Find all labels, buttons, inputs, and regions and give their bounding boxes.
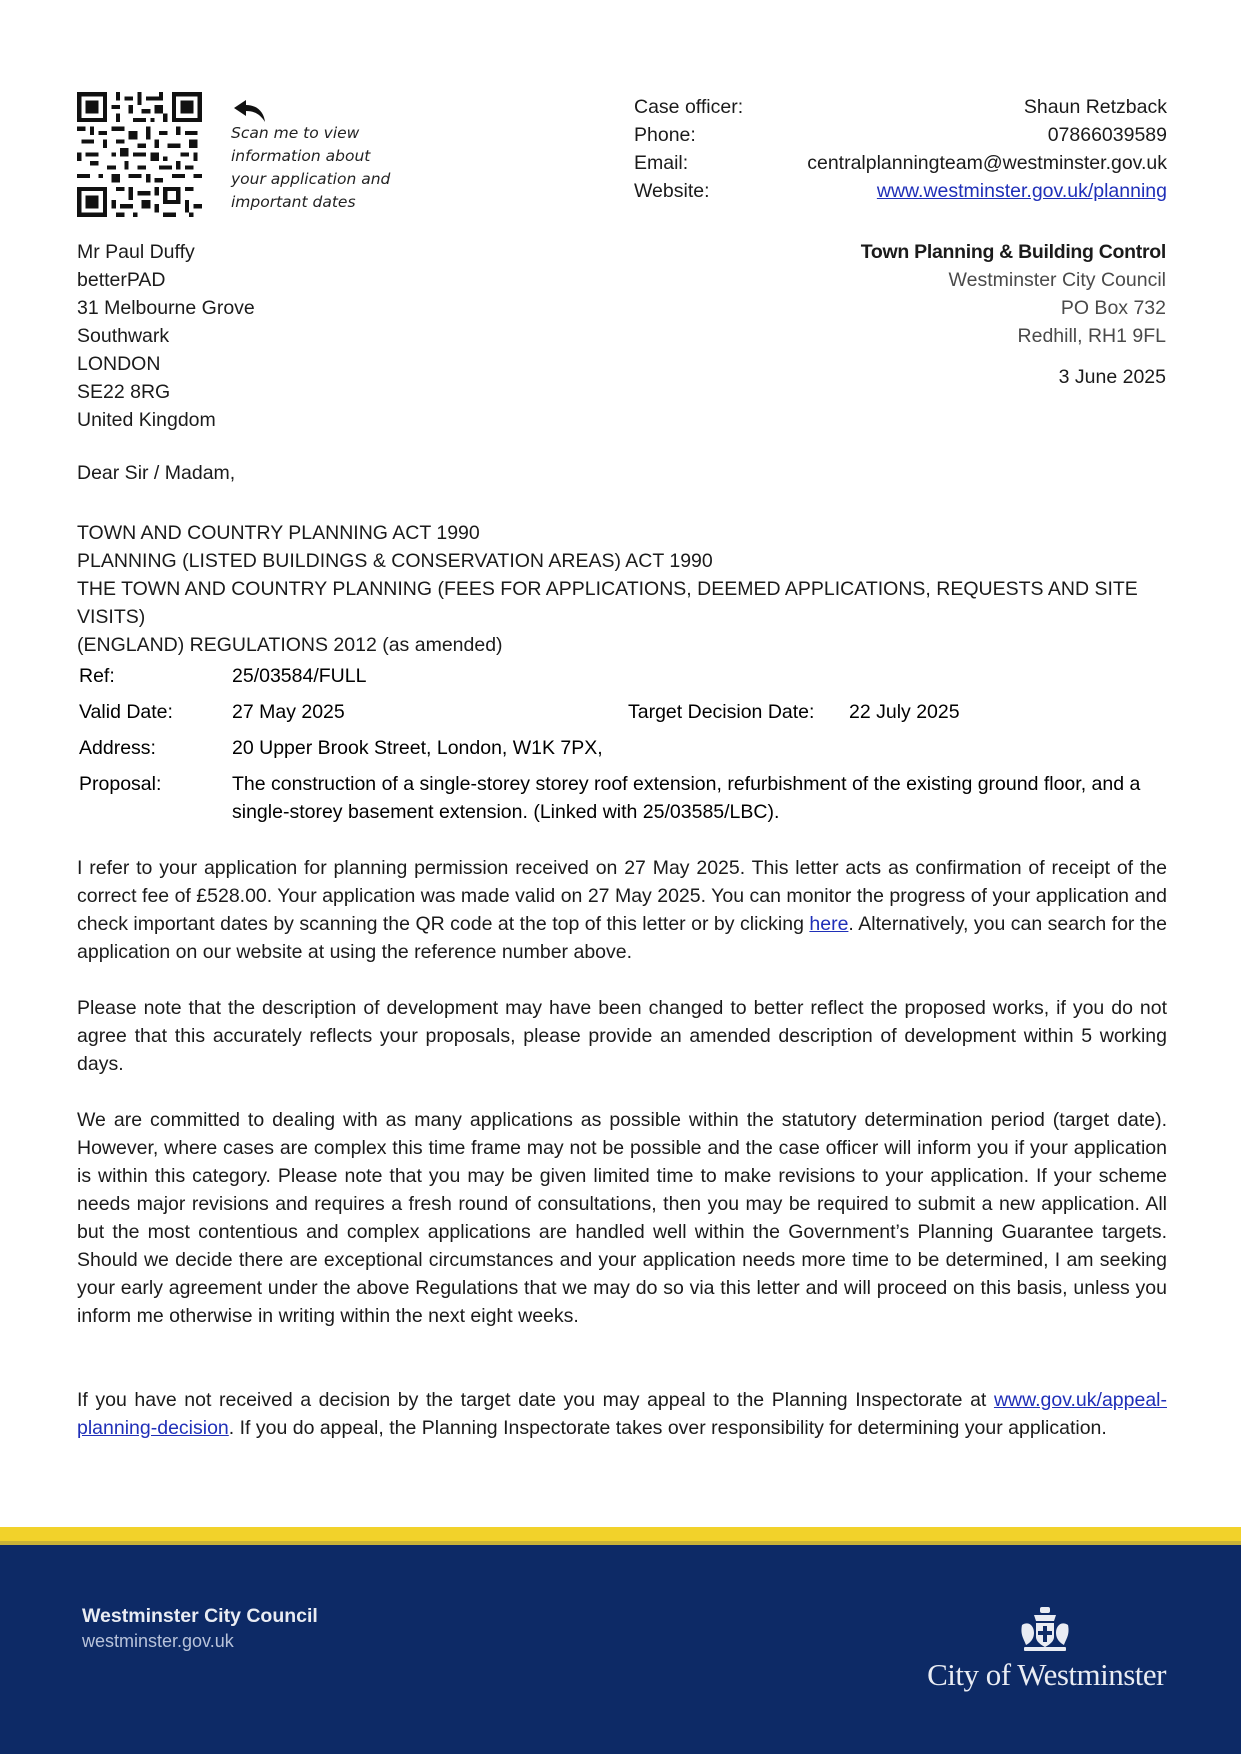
detail-row-proposal	[79, 770, 1169, 826]
act-line: THE TOWN AND COUNTRY PLANNING (FEES FOR APPLICATIONS, DEEMED APPLICATIONS, REQUESTS AND SITE VISITS)	[77, 578, 1138, 628]
city-crest-icon	[1016, 1605, 1074, 1653]
sender-department: Town Planning & Building Control	[860, 241, 1166, 263]
address-line: SE22 8RG	[77, 381, 171, 403]
website-link[interactable]: www.westminster.gov.uk/planning	[876, 180, 1167, 202]
footer-stripe	[0, 1527, 1241, 1541]
application-details	[79, 662, 1169, 826]
paragraph-receipt	[77, 854, 1167, 966]
qr-caption-line: Scan me to view	[231, 124, 360, 142]
detail-row-ref	[79, 662, 1169, 698]
paragraph-description: Please note that the description of development may have been changed to better reflect the proposed works, if you do not agree that this accurately reflects your proposals, please provide an amended description of development within 5 working days.	[77, 997, 1167, 1075]
act-line: TOWN AND COUNTRY PLANNING ACT 1990	[77, 522, 480, 544]
sender-line: Redhill, RH1 9FL	[1017, 325, 1166, 347]
address-line: LONDON	[77, 353, 161, 375]
valid-date-value: 27 May 2025	[232, 701, 345, 723]
footer-org-name: Westminster City Council	[82, 1605, 318, 1627]
contact-label: Email:	[634, 152, 689, 174]
contact-label: Case officer:	[634, 96, 744, 118]
address-line: betterPAD	[77, 269, 166, 291]
contact-row-officer	[634, 93, 1167, 121]
address-label: Address:	[79, 737, 156, 759]
ref-label: Ref:	[79, 665, 115, 687]
address-line: Mr Paul Duffy	[77, 241, 195, 263]
act-line: (ENGLAND) REGULATIONS 2012 (as amended)	[77, 634, 503, 656]
footer-city-wordmark: City of Westminster	[927, 1657, 1166, 1692]
target-date-value: 22 July 2025	[849, 701, 960, 723]
contact-label: Website:	[634, 180, 710, 202]
act-line: PLANNING (LISTED BUILDINGS & CONSERVATION AREAS) ACT 1990	[77, 550, 713, 572]
case-officer-name: Shaun Retzback	[1023, 96, 1167, 118]
target-date-label: Target Decision Date:	[628, 701, 815, 723]
qr-caption-line: important dates	[231, 193, 356, 211]
salutation: Dear Sir / Madam,	[77, 462, 236, 484]
email-address: centralplanningteam@westminster.gov.uk	[807, 152, 1167, 174]
paragraph-text: I refer to your application for planning permission received on 27 May 2025. This letter acts as confirmation of receipt of the correct fee of £528.00. Your application was made valid on 27 May 2025. You can monitor the progress of your application and check important dates by scanning the QR code at the top of this letter or by clicking	[77, 857, 1167, 935]
contact-row-website	[634, 177, 1167, 205]
appeal-link[interactable]: www.gov.uk/appeal-planning-decision	[77, 1389, 1167, 1439]
sender-line: Westminster City Council	[948, 269, 1166, 291]
valid-date-label: Valid Date:	[79, 701, 173, 723]
legislation-heading	[77, 519, 1167, 659]
paragraph-text: . Alternatively, you can search for the application on our website at using the reference number above.	[77, 913, 1167, 963]
contact-row-phone	[634, 121, 1167, 149]
sender-line: PO Box 732	[1060, 297, 1166, 319]
paragraph-text: If you have not received a decision by the target date you may appeal to the Planning Inspectorate at	[77, 1389, 994, 1411]
phone-number: 07866039589	[1047, 124, 1167, 146]
sender-address	[861, 238, 1166, 350]
address-line: 31 Melbourne Grove	[77, 297, 255, 319]
address-line: United Kingdom	[77, 409, 216, 431]
qr-caption	[231, 122, 401, 214]
recipient-address	[77, 238, 255, 434]
ref-value: 25/03584/FULL	[232, 665, 367, 687]
proposal-value: The construction of a single-storey storey roof extension, refurbishment of the existing ground floor, and a single-storey basement extension. (Linked with 25/03585/LBC).	[232, 773, 1141, 823]
qr-caption-line: information about	[231, 147, 371, 165]
qr-code-icon[interactable]	[77, 92, 202, 217]
case-officer-contact	[634, 93, 1167, 205]
contact-row-email	[634, 149, 1167, 177]
qr-caption-line: your application and	[231, 170, 391, 188]
address-line: Southwark	[77, 325, 170, 347]
detail-row-address	[79, 734, 1169, 770]
site-address-value: 20 Upper Brook Street, London, W1K 7PX,	[232, 737, 603, 759]
curved-arrow-icon	[232, 98, 268, 124]
here-link[interactable]: here	[809, 913, 849, 935]
paragraph-determination: We are committed to dealing with as many applications as possible within the statutory determination period (target date). However, where cases are complex this time frame may not be possible and the case officer will inform you if your application is within this category. Please note that you may be given limited time to make revisions to your application. If your scheme needs major revisions and requires a fresh round of consultations, then you may be required to submit a new application. All but the most contentious and complex applications are handled well within the Government’s Planning Guarantee targets. Should we decide there are exceptional circumstances and your application needs more time to be determined, I am seeking your early agreement under the above Regulations that we may do so via this letter and will proceed on this basis, unless you inform me otherwise in writing within the next eight weeks.	[77, 1109, 1167, 1327]
footer-banner	[0, 1545, 1241, 1754]
paragraph-appeal	[77, 1386, 1167, 1442]
proposal-label: Proposal:	[79, 773, 162, 795]
letter-date: 3 June 2025	[1058, 366, 1166, 388]
paragraph-text: . If you do appeal, the Planning Inspectorate takes over responsibility for determining your application.	[228, 1417, 1107, 1439]
contact-label: Phone:	[634, 124, 696, 146]
detail-row-dates	[79, 698, 1169, 734]
footer-url: westminster.gov.uk	[82, 1631, 234, 1651]
